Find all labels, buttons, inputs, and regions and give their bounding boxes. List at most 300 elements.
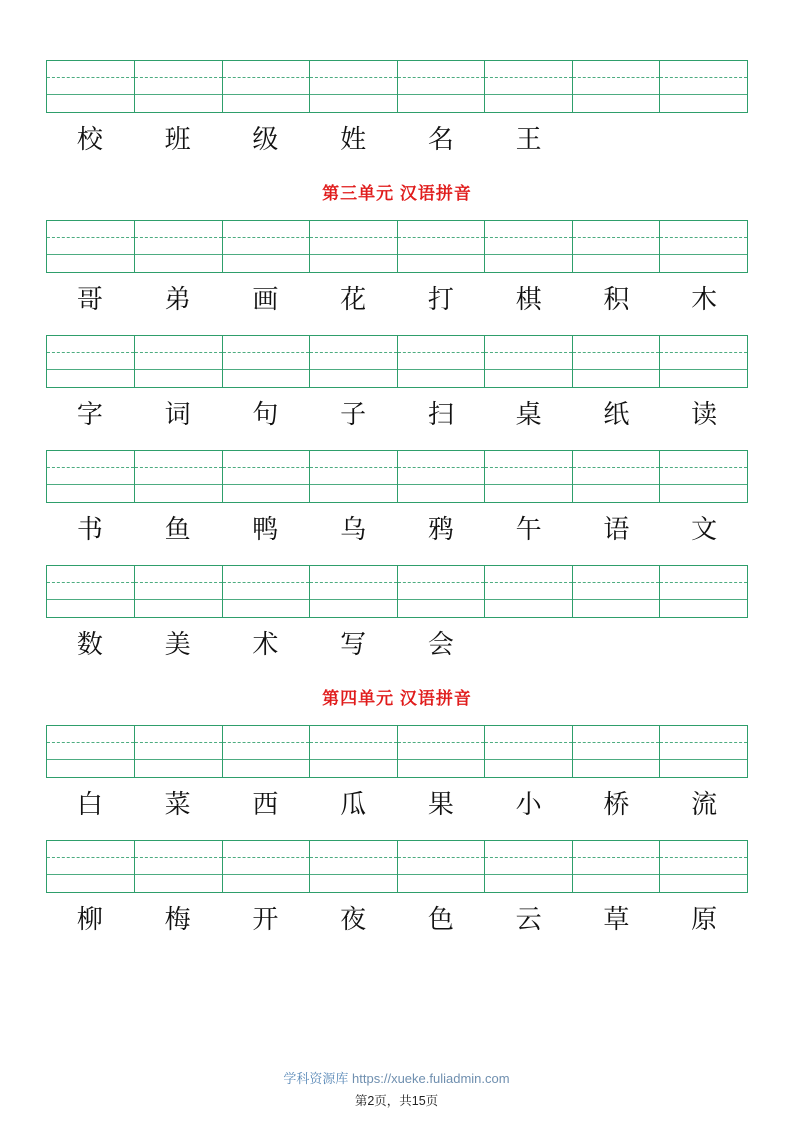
character-cell: 桥 xyxy=(603,790,630,819)
guide-line xyxy=(398,874,485,875)
character-cell: 哥 xyxy=(76,285,103,314)
four-line-guide xyxy=(47,221,134,272)
character-cell: 棋 xyxy=(515,285,542,314)
guide-line xyxy=(47,254,134,255)
pinyin-grid-cell[interactable] xyxy=(485,221,573,272)
guide-line xyxy=(135,254,222,255)
four-line-guide xyxy=(660,336,747,387)
exercise-block xyxy=(46,60,748,161)
four-line-guide xyxy=(485,566,572,617)
guide-line xyxy=(398,237,485,238)
guide-line xyxy=(223,94,310,95)
character-cell: 字 xyxy=(76,400,103,429)
character-row xyxy=(46,119,748,161)
guide-line xyxy=(485,369,572,370)
character-cell: 术 xyxy=(252,630,279,659)
pinyin-grid-cell[interactable] xyxy=(47,726,135,777)
pinyin-grid-cell[interactable] xyxy=(572,221,660,272)
character-cell: 画 xyxy=(252,285,279,314)
four-line-guide xyxy=(660,566,747,617)
guide-line xyxy=(485,254,572,255)
guide-line xyxy=(660,94,747,95)
pinyin-grid-cell[interactable] xyxy=(485,841,573,892)
character-cell: 花 xyxy=(340,285,367,314)
guide-line xyxy=(660,759,747,760)
guide-line xyxy=(485,874,572,875)
character-cell: 王 xyxy=(515,125,542,154)
guide-line xyxy=(310,237,397,238)
four-line-guide xyxy=(573,221,660,272)
guide-line xyxy=(47,874,134,875)
guide-line xyxy=(398,467,485,468)
pinyin-grid-cell[interactable] xyxy=(47,451,135,502)
pinyin-grid[interactable] xyxy=(46,840,748,893)
guide-line xyxy=(573,369,660,370)
character-row xyxy=(46,899,748,941)
guide-line xyxy=(223,857,310,858)
guide-line xyxy=(223,874,310,875)
character-cell: 扫 xyxy=(427,400,454,429)
guide-line xyxy=(573,874,660,875)
four-line-guide xyxy=(223,566,310,617)
guide-line xyxy=(660,254,747,255)
character-cell: 校 xyxy=(76,125,103,154)
character-cell: 木 xyxy=(691,285,718,314)
pinyin-grid-cell[interactable] xyxy=(135,336,223,387)
four-line-guide xyxy=(135,61,222,112)
four-line-guide xyxy=(573,841,660,892)
guide-line xyxy=(398,759,485,760)
guide-line xyxy=(485,352,572,353)
guide-line xyxy=(485,599,572,600)
character-cell: 名 xyxy=(427,125,454,154)
guide-line xyxy=(660,582,747,583)
character-cell: 桌 xyxy=(515,400,542,429)
character-cell: 午 xyxy=(515,515,542,544)
pinyin-grid-cell[interactable] xyxy=(572,726,660,777)
guide-line xyxy=(485,857,572,858)
character-cell: 文 xyxy=(691,515,718,544)
exercise-block xyxy=(46,335,748,436)
pinyin-grid-cell[interactable] xyxy=(47,336,135,387)
guide-line xyxy=(660,77,747,78)
character-cell: 句 xyxy=(252,400,279,429)
character-cell: 班 xyxy=(164,125,191,154)
pinyin-grid-cell[interactable] xyxy=(485,336,573,387)
pinyin-grid-cell[interactable] xyxy=(397,566,485,617)
guide-line xyxy=(223,467,310,468)
four-line-guide xyxy=(398,221,485,272)
four-line-guide xyxy=(47,566,134,617)
pinyin-grid-cell[interactable] xyxy=(310,221,398,272)
guide-line xyxy=(485,94,572,95)
exercise-block xyxy=(46,450,748,551)
guide-line xyxy=(223,484,310,485)
guide-line xyxy=(573,759,660,760)
character-cell xyxy=(573,624,661,666)
character-cell: 子 xyxy=(340,400,367,429)
four-line-guide xyxy=(47,451,134,502)
guide-line xyxy=(135,582,222,583)
guide-line xyxy=(135,94,222,95)
guide-line xyxy=(310,857,397,858)
pinyin-grid-cell[interactable] xyxy=(397,336,485,387)
guide-line xyxy=(398,352,485,353)
four-line-guide xyxy=(310,451,397,502)
pinyin-grid-cell[interactable] xyxy=(660,336,748,387)
character-cell: 弟 xyxy=(164,285,191,314)
guide-line xyxy=(135,742,222,743)
guide-line xyxy=(47,484,134,485)
four-line-guide xyxy=(135,841,222,892)
pinyin-grid-cell[interactable] xyxy=(310,336,398,387)
pinyin-grid[interactable] xyxy=(46,565,748,618)
guide-line xyxy=(660,369,747,370)
guide-line xyxy=(485,484,572,485)
character-cell: 夜 xyxy=(340,905,367,934)
pinyin-grid-cell[interactable] xyxy=(310,61,398,112)
character-cell xyxy=(660,624,748,666)
pinyin-grid-cell[interactable] xyxy=(222,451,310,502)
character-cell: 白 xyxy=(76,790,103,819)
pinyin-grid-cell[interactable] xyxy=(572,336,660,387)
worksheet-content xyxy=(46,60,748,955)
four-line-guide xyxy=(135,336,222,387)
guide-line xyxy=(135,599,222,600)
pinyin-grid-cell[interactable] xyxy=(397,61,485,112)
guide-line xyxy=(310,759,397,760)
pinyin-grid-cell[interactable] xyxy=(572,566,660,617)
pinyin-grid-cell[interactable] xyxy=(310,841,398,892)
pinyin-grid[interactable] xyxy=(46,60,748,113)
unit-heading: 第四单元 汉语拼音 xyxy=(322,689,472,708)
pinyin-grid[interactable] xyxy=(46,725,748,778)
guide-line xyxy=(573,94,660,95)
guide-line xyxy=(223,742,310,743)
guide-line xyxy=(398,254,485,255)
guide-line xyxy=(135,369,222,370)
guide-line xyxy=(223,352,310,353)
guide-line xyxy=(223,369,310,370)
watermark xyxy=(0,1068,793,1087)
character-cell xyxy=(660,119,748,161)
pinyin-grid-cell[interactable] xyxy=(397,221,485,272)
guide-line xyxy=(223,237,310,238)
guide-line xyxy=(485,77,572,78)
character-row xyxy=(46,394,748,436)
pinyin-grid-cell[interactable] xyxy=(660,221,748,272)
four-line-guide xyxy=(485,451,572,502)
pinyin-grid-cell[interactable] xyxy=(135,841,223,892)
pinyin-grid[interactable] xyxy=(46,450,748,503)
guide-line xyxy=(47,77,134,78)
pinyin-grid-cell[interactable] xyxy=(310,451,398,502)
four-line-guide xyxy=(398,336,485,387)
four-line-guide xyxy=(223,726,310,777)
four-line-guide xyxy=(660,841,747,892)
guide-line xyxy=(310,467,397,468)
character-cell: 鸦 xyxy=(427,515,454,544)
guide-line xyxy=(573,742,660,743)
character-cell: 梅 xyxy=(164,905,191,934)
four-line-guide xyxy=(398,451,485,502)
four-line-guide xyxy=(660,451,747,502)
guide-line xyxy=(398,484,485,485)
character-cell: 鸭 xyxy=(252,515,279,544)
guide-line xyxy=(135,467,222,468)
guide-line xyxy=(398,94,485,95)
guide-line xyxy=(310,77,397,78)
guide-line xyxy=(398,599,485,600)
character-cell: 级 xyxy=(252,125,279,154)
guide-line xyxy=(660,237,747,238)
pinyin-grid-cell[interactable] xyxy=(485,61,573,112)
unit-heading: 第三单元 汉语拼音 xyxy=(322,184,472,203)
character-row xyxy=(46,784,748,826)
four-line-guide xyxy=(485,61,572,112)
guide-line xyxy=(573,857,660,858)
guide-line xyxy=(660,484,747,485)
four-line-guide xyxy=(310,61,397,112)
four-line-guide xyxy=(660,726,747,777)
pinyin-grid-cell[interactable] xyxy=(135,61,223,112)
guide-line xyxy=(135,874,222,875)
four-line-guide xyxy=(47,726,134,777)
four-line-guide xyxy=(310,726,397,777)
four-line-guide xyxy=(47,61,134,112)
guide-line xyxy=(223,254,310,255)
guide-line xyxy=(660,874,747,875)
guide-line xyxy=(310,599,397,600)
guide-line xyxy=(135,77,222,78)
guide-line xyxy=(47,599,134,600)
guide-line xyxy=(573,484,660,485)
pinyin-grid-cell[interactable] xyxy=(660,451,748,502)
guide-line xyxy=(485,759,572,760)
guide-line xyxy=(485,582,572,583)
pinyin-grid-cell[interactable] xyxy=(572,451,660,502)
guide-line xyxy=(398,582,485,583)
four-line-guide xyxy=(485,726,572,777)
character-cell: 流 xyxy=(691,790,718,819)
four-line-guide xyxy=(485,336,572,387)
character-row xyxy=(46,279,748,321)
guide-line xyxy=(660,742,747,743)
four-line-guide xyxy=(573,61,660,112)
four-line-guide xyxy=(573,451,660,502)
guide-line xyxy=(310,369,397,370)
four-line-guide xyxy=(310,336,397,387)
guide-line xyxy=(223,77,310,78)
guide-line xyxy=(135,759,222,760)
pinyin-grid-cell[interactable] xyxy=(135,566,223,617)
guide-line xyxy=(310,484,397,485)
four-line-guide xyxy=(398,61,485,112)
guide-line xyxy=(47,352,134,353)
pinyin-grid-cell[interactable] xyxy=(222,841,310,892)
character-cell: 写 xyxy=(340,630,367,659)
character-cell: 纸 xyxy=(603,400,630,429)
character-cell: 会 xyxy=(427,630,454,659)
character-cell: 开 xyxy=(252,905,279,934)
pinyin-grid-cell[interactable] xyxy=(660,726,748,777)
guide-line xyxy=(398,369,485,370)
guide-line xyxy=(47,582,134,583)
pinyin-grid[interactable] xyxy=(46,335,748,388)
guide-line xyxy=(135,237,222,238)
character-cell xyxy=(573,119,661,161)
character-cell: 词 xyxy=(164,400,191,429)
character-cell: 草 xyxy=(603,905,630,934)
character-cell: 果 xyxy=(427,790,454,819)
four-line-guide xyxy=(485,841,572,892)
guide-line xyxy=(47,467,134,468)
pinyin-grid-cell[interactable] xyxy=(222,61,310,112)
guide-line xyxy=(485,742,572,743)
character-cell: 色 xyxy=(427,905,454,934)
guide-line xyxy=(573,582,660,583)
pinyin-grid-cell[interactable] xyxy=(572,61,660,112)
four-line-guide xyxy=(660,221,747,272)
guide-line xyxy=(398,857,485,858)
pinyin-grid-cell[interactable] xyxy=(47,566,135,617)
pinyin-grid-cell[interactable] xyxy=(660,841,748,892)
guide-line xyxy=(660,857,747,858)
guide-line xyxy=(573,77,660,78)
character-row xyxy=(46,509,748,551)
four-line-guide xyxy=(223,336,310,387)
character-cell: 小 xyxy=(515,790,542,819)
pinyin-grid-cell[interactable] xyxy=(222,221,310,272)
exercise-block xyxy=(46,725,748,826)
character-cell: 语 xyxy=(603,515,630,544)
character-cell: 书 xyxy=(76,515,103,544)
guide-line xyxy=(47,742,134,743)
pinyin-grid-cell[interactable] xyxy=(222,336,310,387)
pinyin-grid-cell[interactable] xyxy=(222,726,310,777)
character-cell: 打 xyxy=(427,285,454,314)
watermark-label: 学科资源库 xyxy=(283,1071,349,1086)
guide-line xyxy=(47,369,134,370)
guide-line xyxy=(660,599,747,600)
four-line-guide xyxy=(660,61,747,112)
exercise-block xyxy=(46,565,748,666)
character-cell: 瓜 xyxy=(340,790,367,819)
guide-line xyxy=(573,352,660,353)
four-line-guide xyxy=(223,451,310,502)
guide-line xyxy=(223,599,310,600)
guide-line xyxy=(573,599,660,600)
page-number: 第2页，共15页 xyxy=(354,1094,439,1108)
four-line-guide xyxy=(398,566,485,617)
pinyin-grid-cell[interactable] xyxy=(660,566,748,617)
pinyin-grid-cell[interactable] xyxy=(310,726,398,777)
character-cell: 姓 xyxy=(340,125,367,154)
guide-line xyxy=(398,742,485,743)
pinyin-grid-cell[interactable] xyxy=(660,61,748,112)
pinyin-grid[interactable] xyxy=(46,220,748,273)
four-line-guide xyxy=(573,726,660,777)
four-line-guide xyxy=(485,221,572,272)
pinyin-grid-cell[interactable] xyxy=(397,841,485,892)
pinyin-grid-cell[interactable] xyxy=(485,566,573,617)
four-line-guide xyxy=(573,566,660,617)
four-line-guide xyxy=(47,841,134,892)
pinyin-grid-cell[interactable] xyxy=(222,566,310,617)
guide-line xyxy=(310,742,397,743)
guide-line xyxy=(573,237,660,238)
exercise-block xyxy=(46,220,748,321)
four-line-guide xyxy=(223,61,310,112)
pinyin-grid-cell[interactable] xyxy=(135,726,223,777)
pinyin-grid-cell[interactable] xyxy=(47,841,135,892)
pinyin-grid-cell[interactable] xyxy=(310,566,398,617)
guide-line xyxy=(660,352,747,353)
four-line-guide xyxy=(310,566,397,617)
four-line-guide xyxy=(398,841,485,892)
character-cell: 积 xyxy=(603,285,630,314)
guide-line xyxy=(660,467,747,468)
guide-line xyxy=(398,77,485,78)
guide-line xyxy=(47,94,134,95)
character-row xyxy=(46,624,748,666)
pinyin-grid-cell[interactable] xyxy=(47,61,135,112)
pinyin-grid-cell[interactable] xyxy=(397,451,485,502)
guide-line xyxy=(485,467,572,468)
character-cell: 数 xyxy=(76,630,103,659)
pinyin-grid-cell[interactable] xyxy=(485,726,573,777)
guide-line xyxy=(47,857,134,858)
four-line-guide xyxy=(135,451,222,502)
guide-line xyxy=(310,874,397,875)
pinyin-grid-cell[interactable] xyxy=(485,451,573,502)
pinyin-grid-cell[interactable] xyxy=(47,221,135,272)
four-line-guide xyxy=(135,726,222,777)
guide-line xyxy=(310,582,397,583)
four-line-guide xyxy=(135,566,222,617)
guide-line xyxy=(310,94,397,95)
four-line-guide xyxy=(310,221,397,272)
character-cell: 柳 xyxy=(76,905,103,934)
character-cell: 云 xyxy=(515,905,542,934)
pinyin-grid-cell[interactable] xyxy=(397,726,485,777)
guide-line xyxy=(310,254,397,255)
character-cell: 西 xyxy=(252,790,279,819)
four-line-guide xyxy=(398,726,485,777)
exercise-block xyxy=(46,840,748,941)
character-cell xyxy=(485,624,573,666)
pinyin-grid-cell[interactable] xyxy=(135,221,223,272)
guide-line xyxy=(310,352,397,353)
character-cell: 读 xyxy=(691,400,718,429)
four-line-guide xyxy=(223,841,310,892)
guide-line xyxy=(485,237,572,238)
four-line-guide xyxy=(135,221,222,272)
guide-line xyxy=(573,254,660,255)
guide-line xyxy=(223,759,310,760)
pinyin-grid-cell[interactable] xyxy=(135,451,223,502)
character-cell: 乌 xyxy=(340,515,367,544)
character-cell: 美 xyxy=(164,630,191,659)
pinyin-grid-cell[interactable] xyxy=(572,841,660,892)
four-line-guide xyxy=(47,336,134,387)
guide-line xyxy=(135,352,222,353)
character-cell: 菜 xyxy=(164,790,191,819)
guide-line xyxy=(223,582,310,583)
watermark-url: https://xueke.fuliadmin.com xyxy=(352,1071,510,1086)
four-line-guide xyxy=(223,221,310,272)
character-cell: 原 xyxy=(691,905,718,934)
